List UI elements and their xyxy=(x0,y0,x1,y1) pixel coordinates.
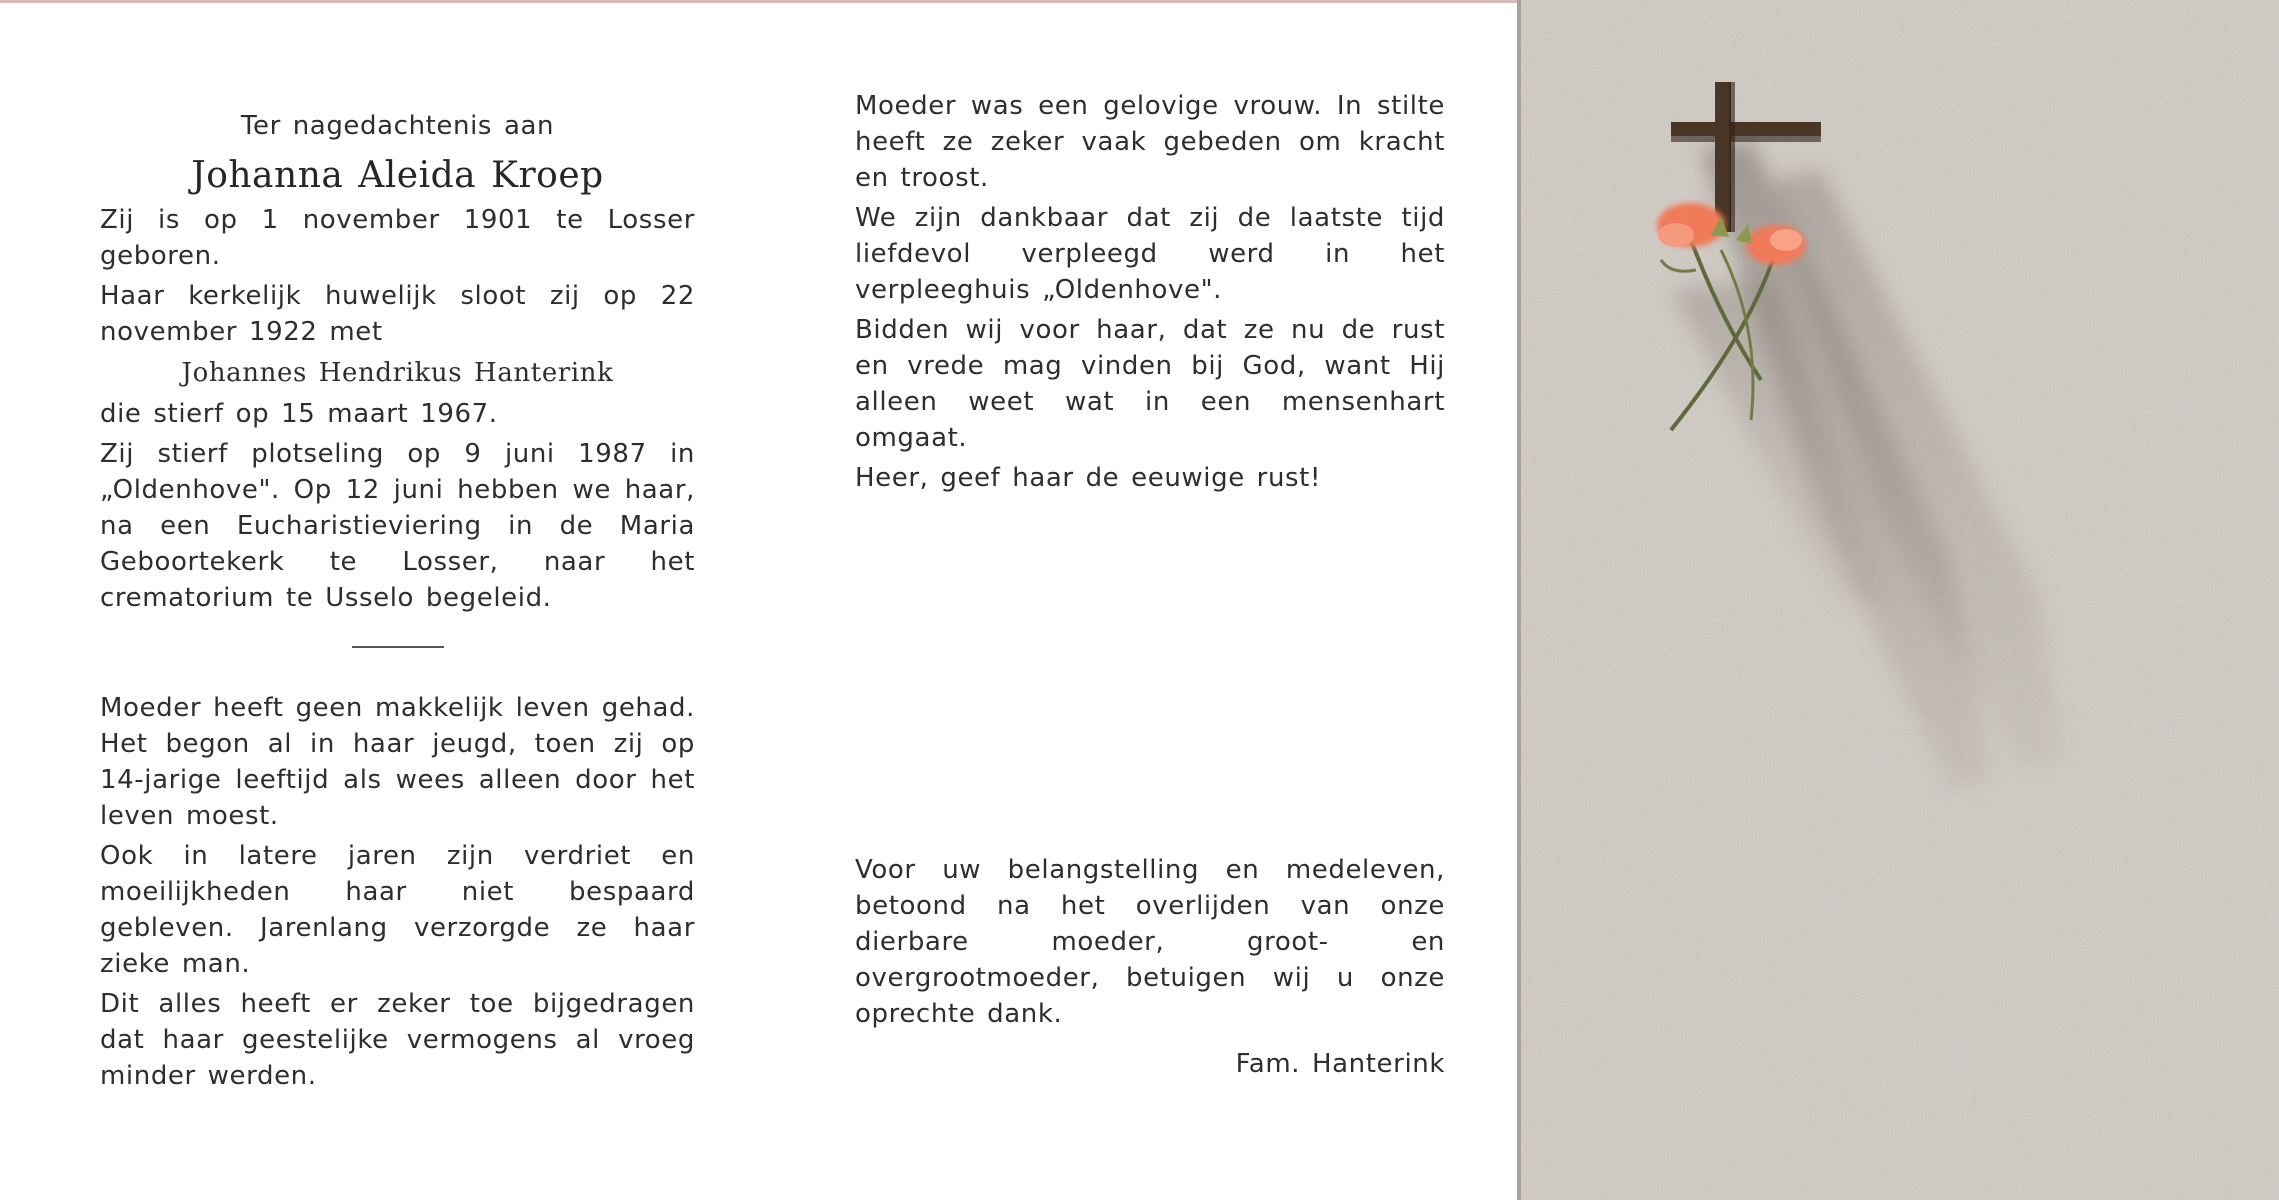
signature: Fam. Hanterink xyxy=(1235,1049,1445,1079)
paragraph: Moeder was een gelovige vrouw. In stilte heeft ze zeker vaak gebeden om kracht en troost. xyxy=(855,91,1445,193)
deceased-name: Johanna Aleida Kroep xyxy=(191,155,604,196)
left-column xyxy=(100,108,695,1098)
thanks-block xyxy=(855,852,1445,1086)
paragraph: Bidden wij voor haar, dat ze nu de rust en vrede mag vinden bij God, want Hij alleen weet wat in een mensenhart omgaat. xyxy=(855,315,1445,453)
top-edge xyxy=(0,0,1521,3)
paragraph: die stierf op 15 maart 1967. xyxy=(100,399,498,429)
paragraph: Ook in latere jaren zijn verdriet en moeilijkheden haar niet bespaard gebleven. Jarenlang verzorgde ze haar zieke man. xyxy=(100,841,695,979)
middle-column xyxy=(855,88,1445,500)
paragraph: Heer, geef haar de eeuwige rust! xyxy=(855,463,1321,493)
paragraph: Zij stierf plotseling op 9 juni 1987 in „Oldenhove". Op 12 juni hebben we haar, na een Eucharistieviering in de Maria Geboortekerk te Losser, naar het crematorium te Usselo begeleid. xyxy=(100,439,695,613)
thanks-text: Voor uw belangstelling en medeleven, betoond na het overlijden van onze dierbare moeder, groot- en overgrootmoeder, betuigen wij u onze oprechte dank. xyxy=(855,855,1445,1029)
photo-illustration xyxy=(1521,0,2279,1200)
paragraph: Dit alles heeft er zeker toe bijgedragen dat haar geestelijke vermogens al vroeg minder werden. xyxy=(100,989,695,1091)
paragraph: We zijn dankbaar dat zij de laatste tijd liefdevol verpleegd werd in het verpleeghuis „Oldenhove". xyxy=(855,203,1445,305)
husband-name: Johannes Hendrikus Hanterink xyxy=(181,358,614,388)
divider xyxy=(352,646,444,648)
paragraph: Haar kerkelijk huwelijk sloot zij op 22 november 1922 met xyxy=(100,281,695,347)
paragraph: Zij is op 1 november 1901 te Losser geboren. xyxy=(100,205,695,271)
paragraph: Moeder heeft geen makkelijk leven gehad. Het begon al in haar jeugd, toen zij op 14-jarige leeftijd als wees alleen door het leven moest. xyxy=(100,693,695,831)
intro-text: Ter nagedachtenis aan xyxy=(240,111,555,141)
cross-photo xyxy=(1521,0,2279,1200)
